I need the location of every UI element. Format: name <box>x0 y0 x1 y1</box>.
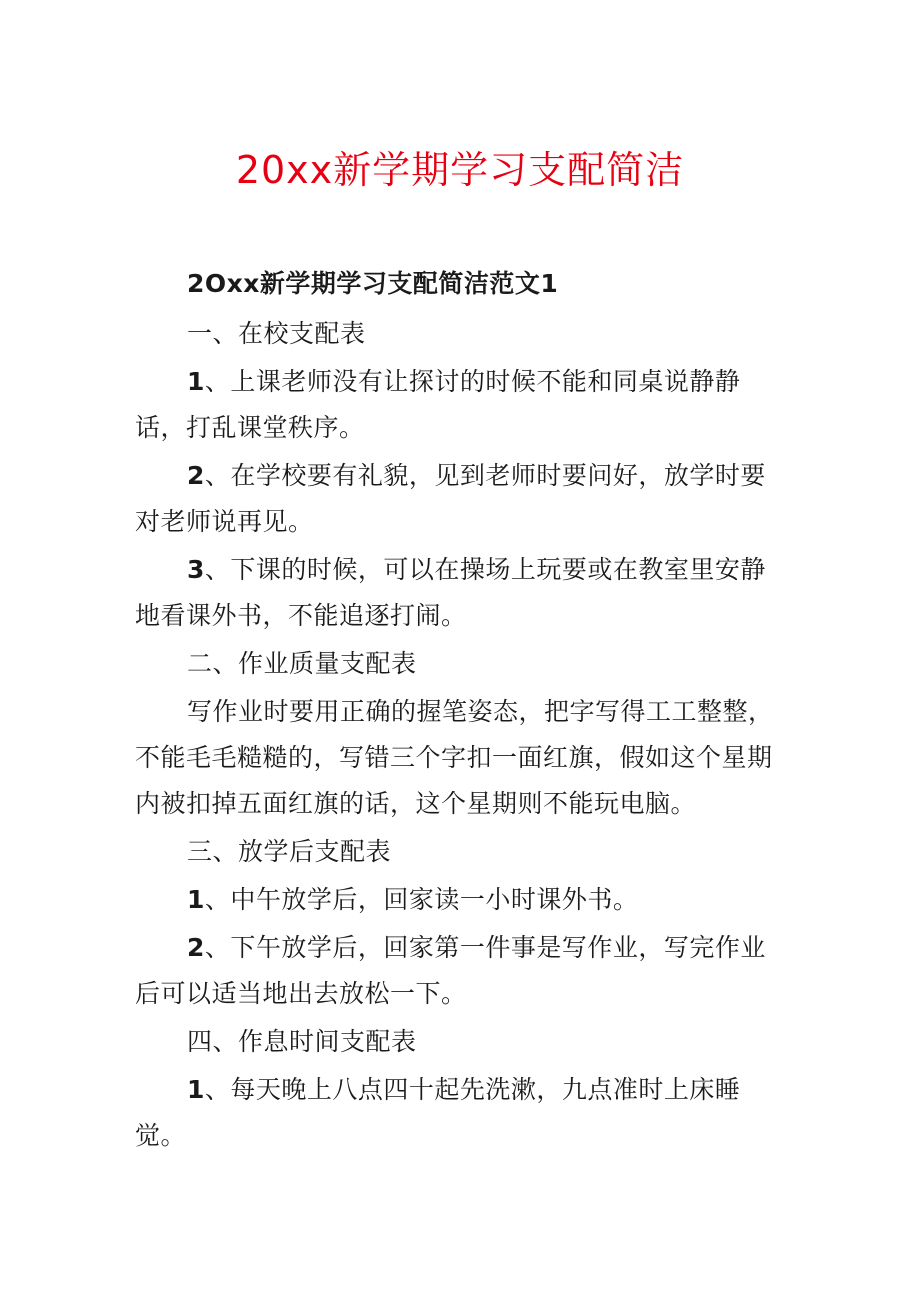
section-heading-zuoye <box>135 641 787 687</box>
paragraph-text: 、上课老师没有让探讨的时候不能和同桌说静静话，打乱课堂秩序。 <box>135 367 741 442</box>
heading-text: 二、作业质量支配表 <box>187 649 417 678</box>
section-heading-fangxue <box>135 829 787 875</box>
heading-text: 四、作息时间支配表 <box>187 1027 417 1056</box>
section-heading-zuoxi <box>135 1019 787 1065</box>
paragraph-text: 、中午放学后，回家读一小时课外书。 <box>204 885 639 914</box>
item-number: 1 <box>187 1075 205 1104</box>
paragraph-item <box>135 689 787 827</box>
paragraph-item <box>135 877 787 923</box>
section-heading-zaixiao <box>135 311 787 357</box>
paragraph-text: 、在学校要有礼貌，见到老师时要问好，放学时要对老师说再见。 <box>135 461 766 536</box>
paragraph-text: 、每天晚上八点四十起先洗漱，九点准时上床睡觉。 <box>135 1075 741 1150</box>
item-number: 1 <box>187 885 205 914</box>
item-number: 2 <box>187 933 205 962</box>
item-number: 2 <box>187 461 205 490</box>
paragraph-item <box>135 547 787 639</box>
heading-text: 一、在校支配表 <box>187 319 366 348</box>
paragraph-item <box>135 359 787 451</box>
paragraph-text: 、下课的时候，可以在操场上玩要或在教室里安静地看课外书，不能追逐打闹。 <box>135 555 766 630</box>
paragraph-item <box>135 1067 787 1159</box>
section-heading-fanwen <box>135 261 787 307</box>
paragraph-item <box>135 453 787 545</box>
document-title: 20xx新学期学习支配简洁 <box>235 148 685 192</box>
paragraph-item <box>135 925 787 1017</box>
fanwen-heading-text: 2Oxx新学期学习支配简洁范文1 <box>187 269 559 298</box>
heading-text: 三、放学后支配表 <box>187 837 392 866</box>
item-number: 3 <box>187 555 205 584</box>
paragraph-text: 、下午放学后，回家第一件事是写作业，写完作业后可以适当地出去放松一下。 <box>135 933 766 1008</box>
paragraph-text: 写作业时要用正确的握笔姿态，把字写得工工整整，不能毛毛糙糙的，写错三个字扣一面红旗，假如这个星期内被扣掉五面红旗的话，这个星期则不能玩电脑。 <box>135 697 774 818</box>
document-body <box>135 261 787 1159</box>
item-number: 1 <box>187 367 205 396</box>
